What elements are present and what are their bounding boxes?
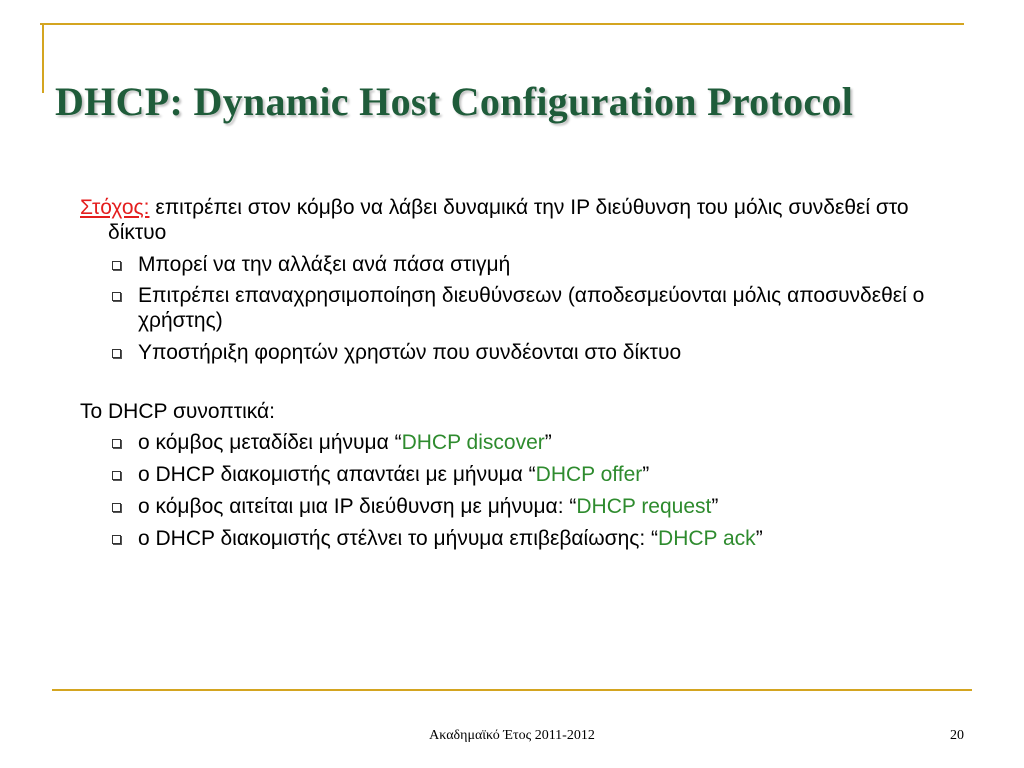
top-frame-line [40,23,964,25]
message-term: DHCP offer [535,463,643,487]
slide-content [80,196,960,551]
summary-step: ο κόμβος αιτείται μια IP διεύθυνση με μήνυμα: “DHCP request” [80,495,960,520]
summary-step: ο DHCP διακομιστής στέλνει το μήνυμα επιβεβαίωσης: “DHCP ack” [80,527,960,552]
square-bullet-icon [112,503,121,512]
goal-bullet: Μπορεί να την αλλάξει ανά πάσα στιγμή [80,253,960,278]
goal-bullet: Επιτρέπει επαναχρησιμοποίηση διευθύνσεων (αποδεσμεύονται μόλις αποσυνδεθεί ο χρήστης) [80,284,960,334]
square-bullet-icon [112,535,121,544]
square-bullet-icon [112,471,121,480]
slide-title: DHCP: Dynamic Host Configuration Protocol [55,79,854,124]
left-frame-line [42,23,44,93]
summary-heading: To DHCP συνοπτικά: [80,399,275,423]
square-bullet-icon [112,261,121,270]
goal-bullet: Υποστήριξη φορητών χρηστών που συνδέονται στο δίκτυο [80,341,960,366]
square-bullet-icon [112,292,121,301]
message-term: DHCP discover [401,431,545,455]
message-term: DHCP request [576,494,712,518]
goal-text: επιτρέπει στον κόμβο να λάβει δυναμικά την IP διεύθυνση του μόλις συνδεθεί στο δίκτυο [108,196,909,244]
goal-label: Στόχος: [80,196,150,219]
summary-step: ο κόμβος μεταδίδει μήνυμα “DHCP discover” [80,431,960,456]
message-term: DHCP ack [658,526,756,550]
square-bullet-icon [112,349,121,358]
goal-bullet-list [80,253,960,366]
square-bullet-icon [112,439,121,448]
footer-academic-year: Ακαδημαϊκό Έτος 2011-2012 [429,728,595,743]
summary-step-list [80,431,960,551]
summary-step: ο DHCP διακομιστής απαντάει με μήνυμα “DHCP offer” [80,463,960,488]
footer-line [52,689,972,691]
page-number: 20 [950,728,964,743]
goal-paragraph [80,196,960,246]
